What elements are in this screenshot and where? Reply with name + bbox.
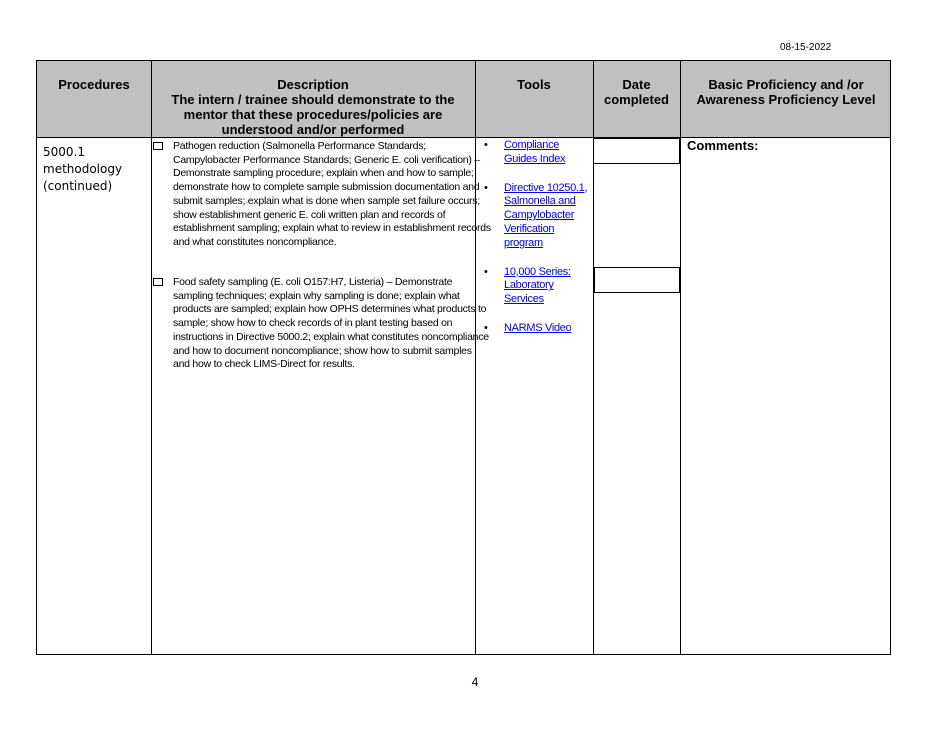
comments-label: Comments: [687, 138, 759, 153]
tool-link-directive-10250[interactable]: Directive 10250.1, Salmonella and Campylobacter Verification program [504, 181, 588, 249]
date-field[interactable] [594, 267, 680, 293]
tool-link-compliance-guides[interactable]: Compliance Guides Index [504, 139, 566, 165]
document-date: 08-15-2022 [780, 42, 832, 53]
tool-link-narms-video[interactable]: NARMS Video [504, 321, 572, 334]
description-item [153, 276, 491, 372]
description-item [153, 140, 491, 250]
checkbox[interactable] [153, 278, 163, 286]
page-number: 4 [471, 675, 479, 689]
bullet: • [484, 139, 488, 151]
column-divider [680, 61, 681, 654]
tool-item [484, 266, 594, 307]
tools-list [484, 139, 594, 336]
procedure-name: 5000.1 methodology (continued) [43, 145, 123, 193]
bullet: • [484, 321, 488, 334]
header-date-completed: Date completed [603, 77, 669, 107]
date-field[interactable] [593, 138, 680, 164]
header-proficiency: Basic Proficiency and /or Awareness Proficiency Level [696, 77, 876, 107]
bullet: • [484, 265, 488, 278]
tool-item [484, 322, 594, 336]
description-text: Pathogen reduction (Salmonella Performance Standards; Campylobacter Performance Standards; Generic E. coli verification) – Demonstrate sampling procedure; explain when and how to sample; demonstrate how to complete sample submission documentation and submit samples; explain what is done when sample set failure occurs; show establishment generic E. coli written plan and records of establishment sampling; explain what to review in establishment records and what constitutes noncompliance. [173, 140, 491, 248]
tool-item [484, 182, 594, 251]
tool-item [484, 139, 594, 167]
header-description-subtitle: The intern / trainee should demonstrate to the mentor that these procedures/policies are understood and/or performed [171, 92, 455, 137]
column-divider [151, 61, 152, 654]
header-tools: Tools [517, 77, 551, 92]
tool-link-laboratory-services[interactable]: 10,000 Series: Laboratory Services [504, 265, 571, 306]
bullet: • [484, 181, 488, 194]
checkbox[interactable] [153, 142, 163, 150]
description-text: Food safety sampling (E. coli O157:H7, Listeria) – Demonstrate sampling techniques; explain why sampling is done; explain what products are sampled; explain how OPHS determines what products to sample; show how to check records of in plant testing based on instructions in Directive 5000.2; explain what constitutes noncompliance and how to document noncompliance; show how to submit samples and how to check LIMS-Direct for results. [173, 276, 489, 371]
header-description-title: Description [277, 77, 349, 92]
proficiency-table [36, 60, 891, 655]
header-description [151, 61, 475, 138]
header-procedures: Procedures [58, 77, 130, 92]
